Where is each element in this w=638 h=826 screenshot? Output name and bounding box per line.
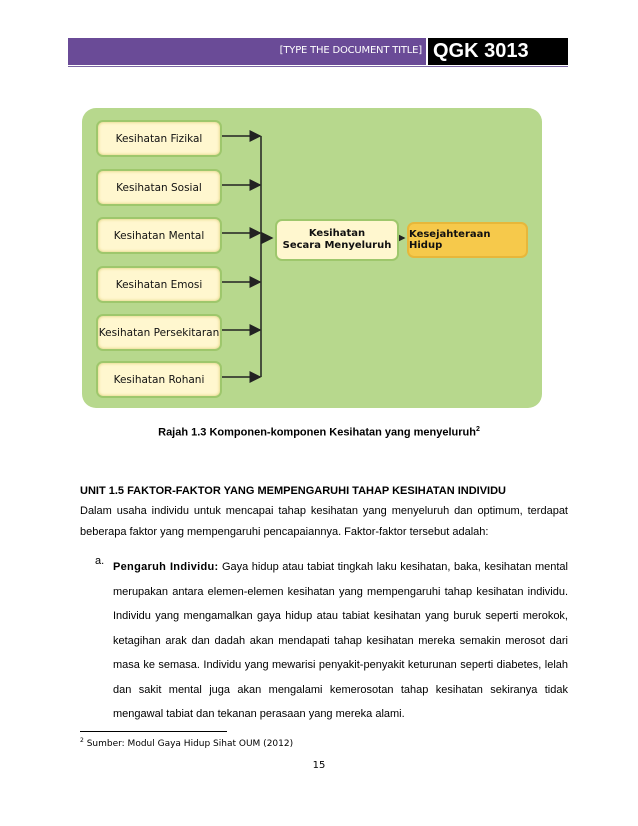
document-title: [TYPE THE DOCUMENT TITLE] (279, 45, 422, 56)
component-box-sosial: Kesihatan Sosial (96, 169, 222, 206)
course-code: QGK 3013 (433, 40, 529, 62)
page-number: 15 (312, 760, 326, 771)
list-item-body: Gaya hidup atau tabiat tingkah laku kesihatan, baka, kesihatan mental merupakan antara elemen-elemen kesihatan yang mempengaruhi tahap kesihatan individu. Individu yang mengamalkan gaya hidup atau tabiat kesihatan yang buruk seperti merokok, ketagihan arak dan dadah akan mendapati tahap kesihatan mereka semakin merosot dari masa ke semasa. Individu yang mewarisi penyakit-penyakit keturunan seperti diabetes, lelah dan sakit mental juga akan mengalami kemerosotan tahap kesihatan sekiranya tidak mengawal tabiat dan tekanan perasaan yang mereka alami. (113, 561, 568, 720)
component-box-emosi: Kesihatan Emosi (96, 266, 222, 303)
footnote (80, 737, 293, 749)
footnote-divider (80, 731, 227, 732)
health-components-diagram (82, 108, 542, 408)
center-box-holistic-health (275, 219, 399, 261)
intro-paragraph: Dalam usaha individu untuk mencapai tahap kesihatan yang menyeluruh dan optimum, terdapat beberapa faktor yang mempengaruhi pencapaiannya. Faktor-faktor tersebut adalah: (80, 505, 568, 538)
caption-text: Rajah 1.3 Komponen-komponen Kesihatan yang menyeluruh (158, 426, 476, 439)
list-marker: a. (95, 555, 105, 567)
component-box-fizikal: Kesihatan Fizikal (96, 120, 222, 157)
section-heading: UNIT 1.5 FAKTOR-FAKTOR YANG MEMPENGARUHI TAHAP KESIHATAN INDIVIDU (80, 485, 506, 497)
header-title-bar (68, 38, 426, 65)
component-box-mental: Kesihatan Mental (96, 217, 222, 254)
component-box-rohani: Kesihatan Rohani (96, 361, 222, 398)
list-item-paragraph (113, 555, 568, 727)
component-box-persekitaran: Kesihatan Persekitaran (96, 314, 222, 351)
footnote-number: 2 (80, 737, 84, 744)
caption-footnote-ref: 2 (475, 426, 480, 433)
footnote-text: Sumber: Modul Gaya Hidup Sihat OUM (2012) (83, 739, 294, 749)
figure-caption (0, 426, 638, 439)
center-box-line2: Secara Menyeluruh (282, 240, 392, 251)
center-box-line1: Kesihatan (308, 228, 366, 239)
header-divider (68, 66, 568, 67)
list-item-title: Pengaruh Individu: (113, 561, 219, 573)
course-code-box (428, 38, 568, 65)
result-box-wellbeing: Kesejahteraan Hidup (407, 222, 528, 258)
